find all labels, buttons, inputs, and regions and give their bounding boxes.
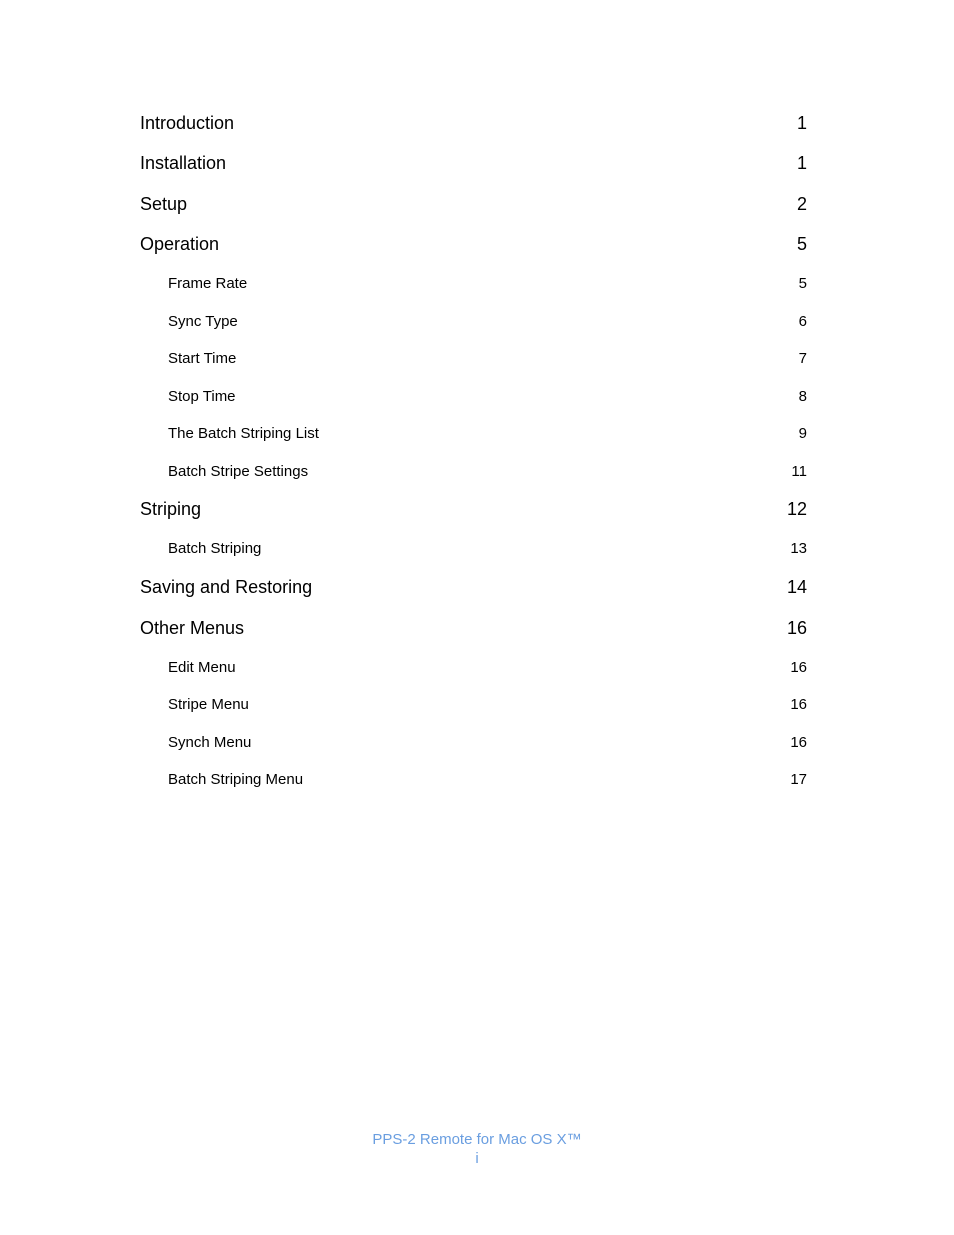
toc-entry-title: Edit Menu	[168, 659, 236, 676]
toc-entry-saving-and-restoring[interactable]	[140, 575, 807, 599]
toc-entry-page: 1	[796, 113, 807, 133]
toc-entry-page: 16	[786, 618, 807, 638]
toc-entry-page: 1	[796, 153, 807, 173]
toc-entry-title: Striping	[140, 499, 202, 519]
toc-entry-setup[interactable]	[140, 192, 807, 216]
toc-entry-striping[interactable]	[140, 497, 807, 521]
toc-entry-stripe-menu[interactable]	[140, 695, 807, 715]
footer-page-number: i	[475, 1150, 479, 1167]
toc-entry-title: Setup	[140, 194, 188, 214]
toc-entry-title: Start Time	[168, 350, 237, 367]
toc-entry-synch-menu[interactable]	[140, 733, 807, 753]
toc-entry-title: Batch Striping	[168, 540, 262, 557]
toc-entry-page: 16	[790, 734, 807, 751]
toc-entry-batch-stripe-settings[interactable]	[140, 462, 807, 482]
toc-entry-batch-striping-menu[interactable]	[140, 770, 807, 790]
toc-entry-title: Stripe Menu	[168, 696, 249, 713]
toc-entry-installation[interactable]	[140, 151, 807, 175]
toc-entry-page: 16	[790, 659, 807, 676]
toc-entry-title: Sync Type	[168, 313, 238, 330]
toc-entry-page: 16	[790, 696, 807, 713]
toc-entry-other-menus[interactable]	[140, 616, 807, 640]
toc-entry-page: 17	[790, 771, 807, 788]
toc-entry-title: Stop Time	[168, 388, 236, 405]
toc-entry-page: 6	[798, 313, 807, 330]
toc-entry-introduction[interactable]	[140, 111, 807, 135]
toc-entry-batch-striping[interactable]	[140, 539, 807, 559]
toc-entry-title: Batch Striping Menu	[168, 771, 304, 788]
footer-title: PPS-2 Remote for Mac OS X™	[372, 1131, 582, 1148]
toc-entry-sync-type[interactable]	[140, 312, 807, 332]
toc-entry-page: 12	[786, 499, 807, 519]
toc-entry-page: 7	[798, 350, 807, 367]
toc-entry-page: 13	[790, 540, 807, 557]
toc-entry-title: Introduction	[140, 113, 235, 133]
toc-entry-edit-menu[interactable]	[140, 658, 807, 678]
toc-entry-page: 5	[796, 234, 807, 254]
toc-entry-title: Batch Stripe Settings	[168, 463, 309, 480]
toc-entry-batch-striping-list[interactable]	[140, 424, 807, 444]
toc-entry-title: Installation	[140, 153, 227, 173]
toc-entry-title: The Batch Striping List	[168, 425, 319, 442]
toc-entry-page: 8	[798, 388, 807, 405]
toc-entry-stop-time[interactable]	[140, 387, 807, 407]
toc-entry-title: Operation	[140, 234, 220, 254]
toc-entry-page: 9	[798, 425, 807, 442]
toc-entry-start-time[interactable]	[140, 349, 807, 369]
toc-entry-title: Synch Menu	[168, 734, 252, 751]
toc-entry-title: Other Menus	[140, 618, 245, 638]
toc-entry-page: 2	[796, 194, 807, 214]
toc-entry-title: Saving and Restoring	[140, 577, 313, 597]
toc-entry-operation[interactable]	[140, 232, 807, 256]
toc-entry-frame-rate[interactable]	[140, 274, 807, 294]
toc-entry-page: 5	[798, 275, 807, 292]
toc-entry-title: Frame Rate	[168, 275, 248, 292]
toc-entry-page: 14	[786, 577, 807, 597]
toc-entry-page: 11	[791, 463, 807, 480]
